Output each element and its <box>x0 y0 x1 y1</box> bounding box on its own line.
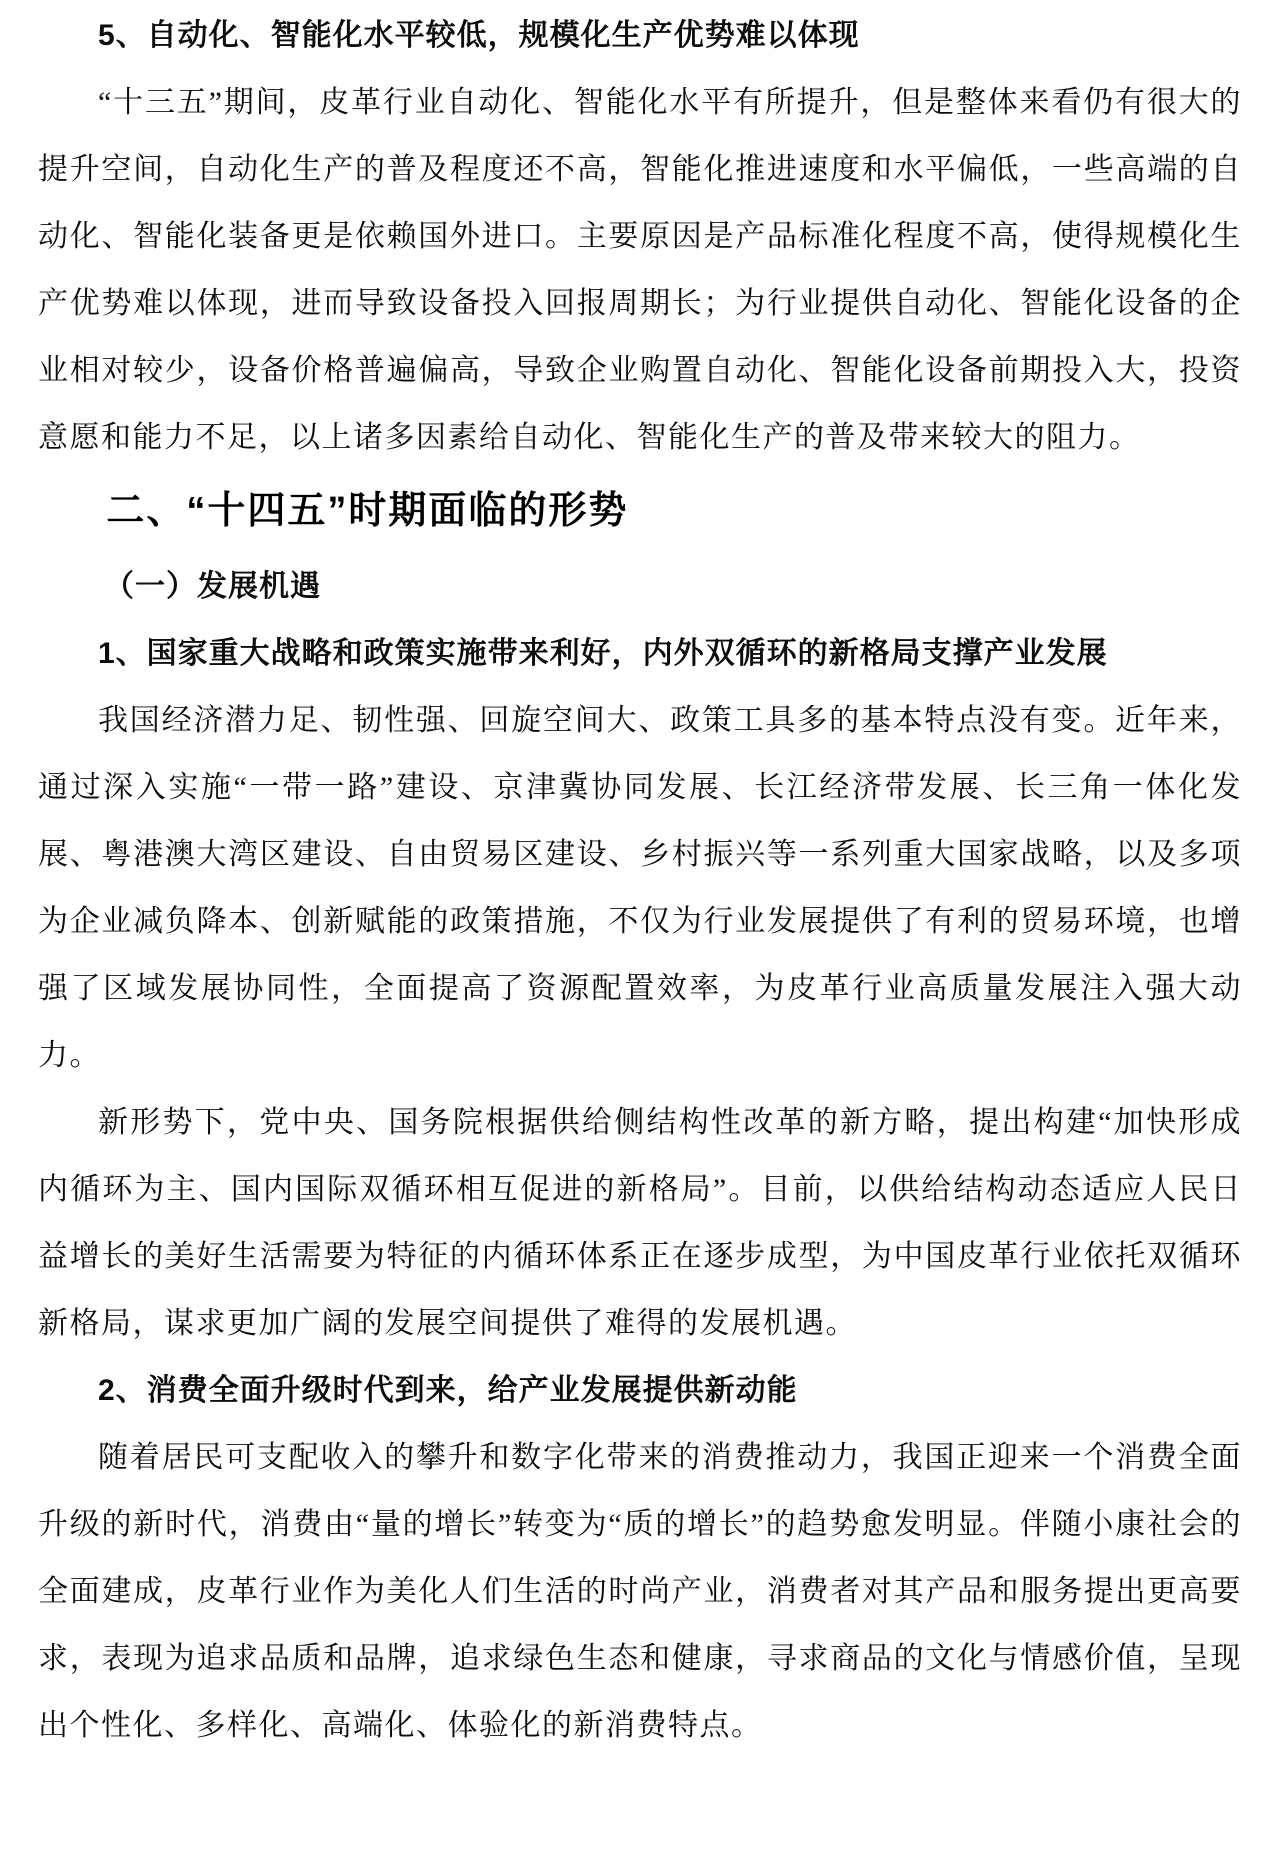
paragraph-national-strategies-benefits: 我国经济潜力足、韧性强、回旋空间大、政策工具多的基本特点没有变。近年来，通过深入实施“一带一路”建设、京津冀协同发展、长江经济带发展、长三角一体化发展、粤港澳大湾区建设、自由贸易区建设、乡村振兴等一系列重大国家战略，以及多项为企业减负降本、创新赋能的政策措施，不仅为行业发展提供了有利的贸易环境，也增强了区域发展协同性，全面提高了资源配置效率，为皮革行业高质量发展注入强大动力。 <box>38 704 1242 1072</box>
paragraph-automation-shortcomings: “十三五”期间，皮革行业自动化、智能化水平有所提升，但是整体来看仍有很大的提升空间，自动化生产的普及程度还不高，智能化推进速度和水平偏低，一些高端的自动化、智能化装备更是依赖国外进口。主要原因是产品标准化程度不高，使得规模化生产优势难以体现，进而导致设备投入回报周期长；为行业提供自动化、智能化设备的企业相对较少，设备价格普遍偏高，导致企业购置自动化、智能化设备前期投入大，投资意愿和能力不足，以上诸多因素给自动化、智能化生产的普及带来较大的阻力。 <box>38 86 1242 454</box>
heading-chapter-2-situation-14th-five-year: 二、“十四五”时期面临的形势 <box>106 490 629 532</box>
heading-issue-5-automation-level: 5、自动化、智能化水平较低，规模化生产优势难以体现 <box>98 19 860 52</box>
heading-item-1-national-strategies: 1、国家重大战略和政策实施带来利好，内外双循环的新格局支撑产业发展 <box>98 637 1108 670</box>
paragraph-dual-circulation-pattern: 新形势下，党中央、国务院根据供给侧结构性改革的新方略，提出构建“加快形成内循环为主、国内国际双循环相互促进的新格局”。目前，以供给结构动态适应人民日益增长的美好生活需要为特征的内循环体系正在逐步成型，为中国皮革行业依托双循环新格局，谋求更加广阔的发展空间提供了难得的发展机遇。 <box>38 1106 1242 1340</box>
heading-item-2-consumption-upgrade: 2、消费全面升级时代到来，给产业发展提供新动能 <box>98 1374 798 1407</box>
heading-section-1-development-opportunities: （一）发展机遇 <box>104 570 321 603</box>
paragraph-consumption-upgrade-trends: 随着居民可支配收入的攀升和数字化带来的消费推动力，我国正迎来一个消费全面升级的新时代，消费由“量的增长”转变为“质的增长”的趋势愈发明显。伴随小康社会的全面建成，皮革行业作为美化人们生活的时尚产业，消费者对其产品和服务提出更高要求，表现为追求品质和品牌，追求绿色生态和健康，寻求商品的文化与情感价值，呈现出个性化、多样化、高端化、体验化的新消费特点。 <box>38 1441 1242 1742</box>
